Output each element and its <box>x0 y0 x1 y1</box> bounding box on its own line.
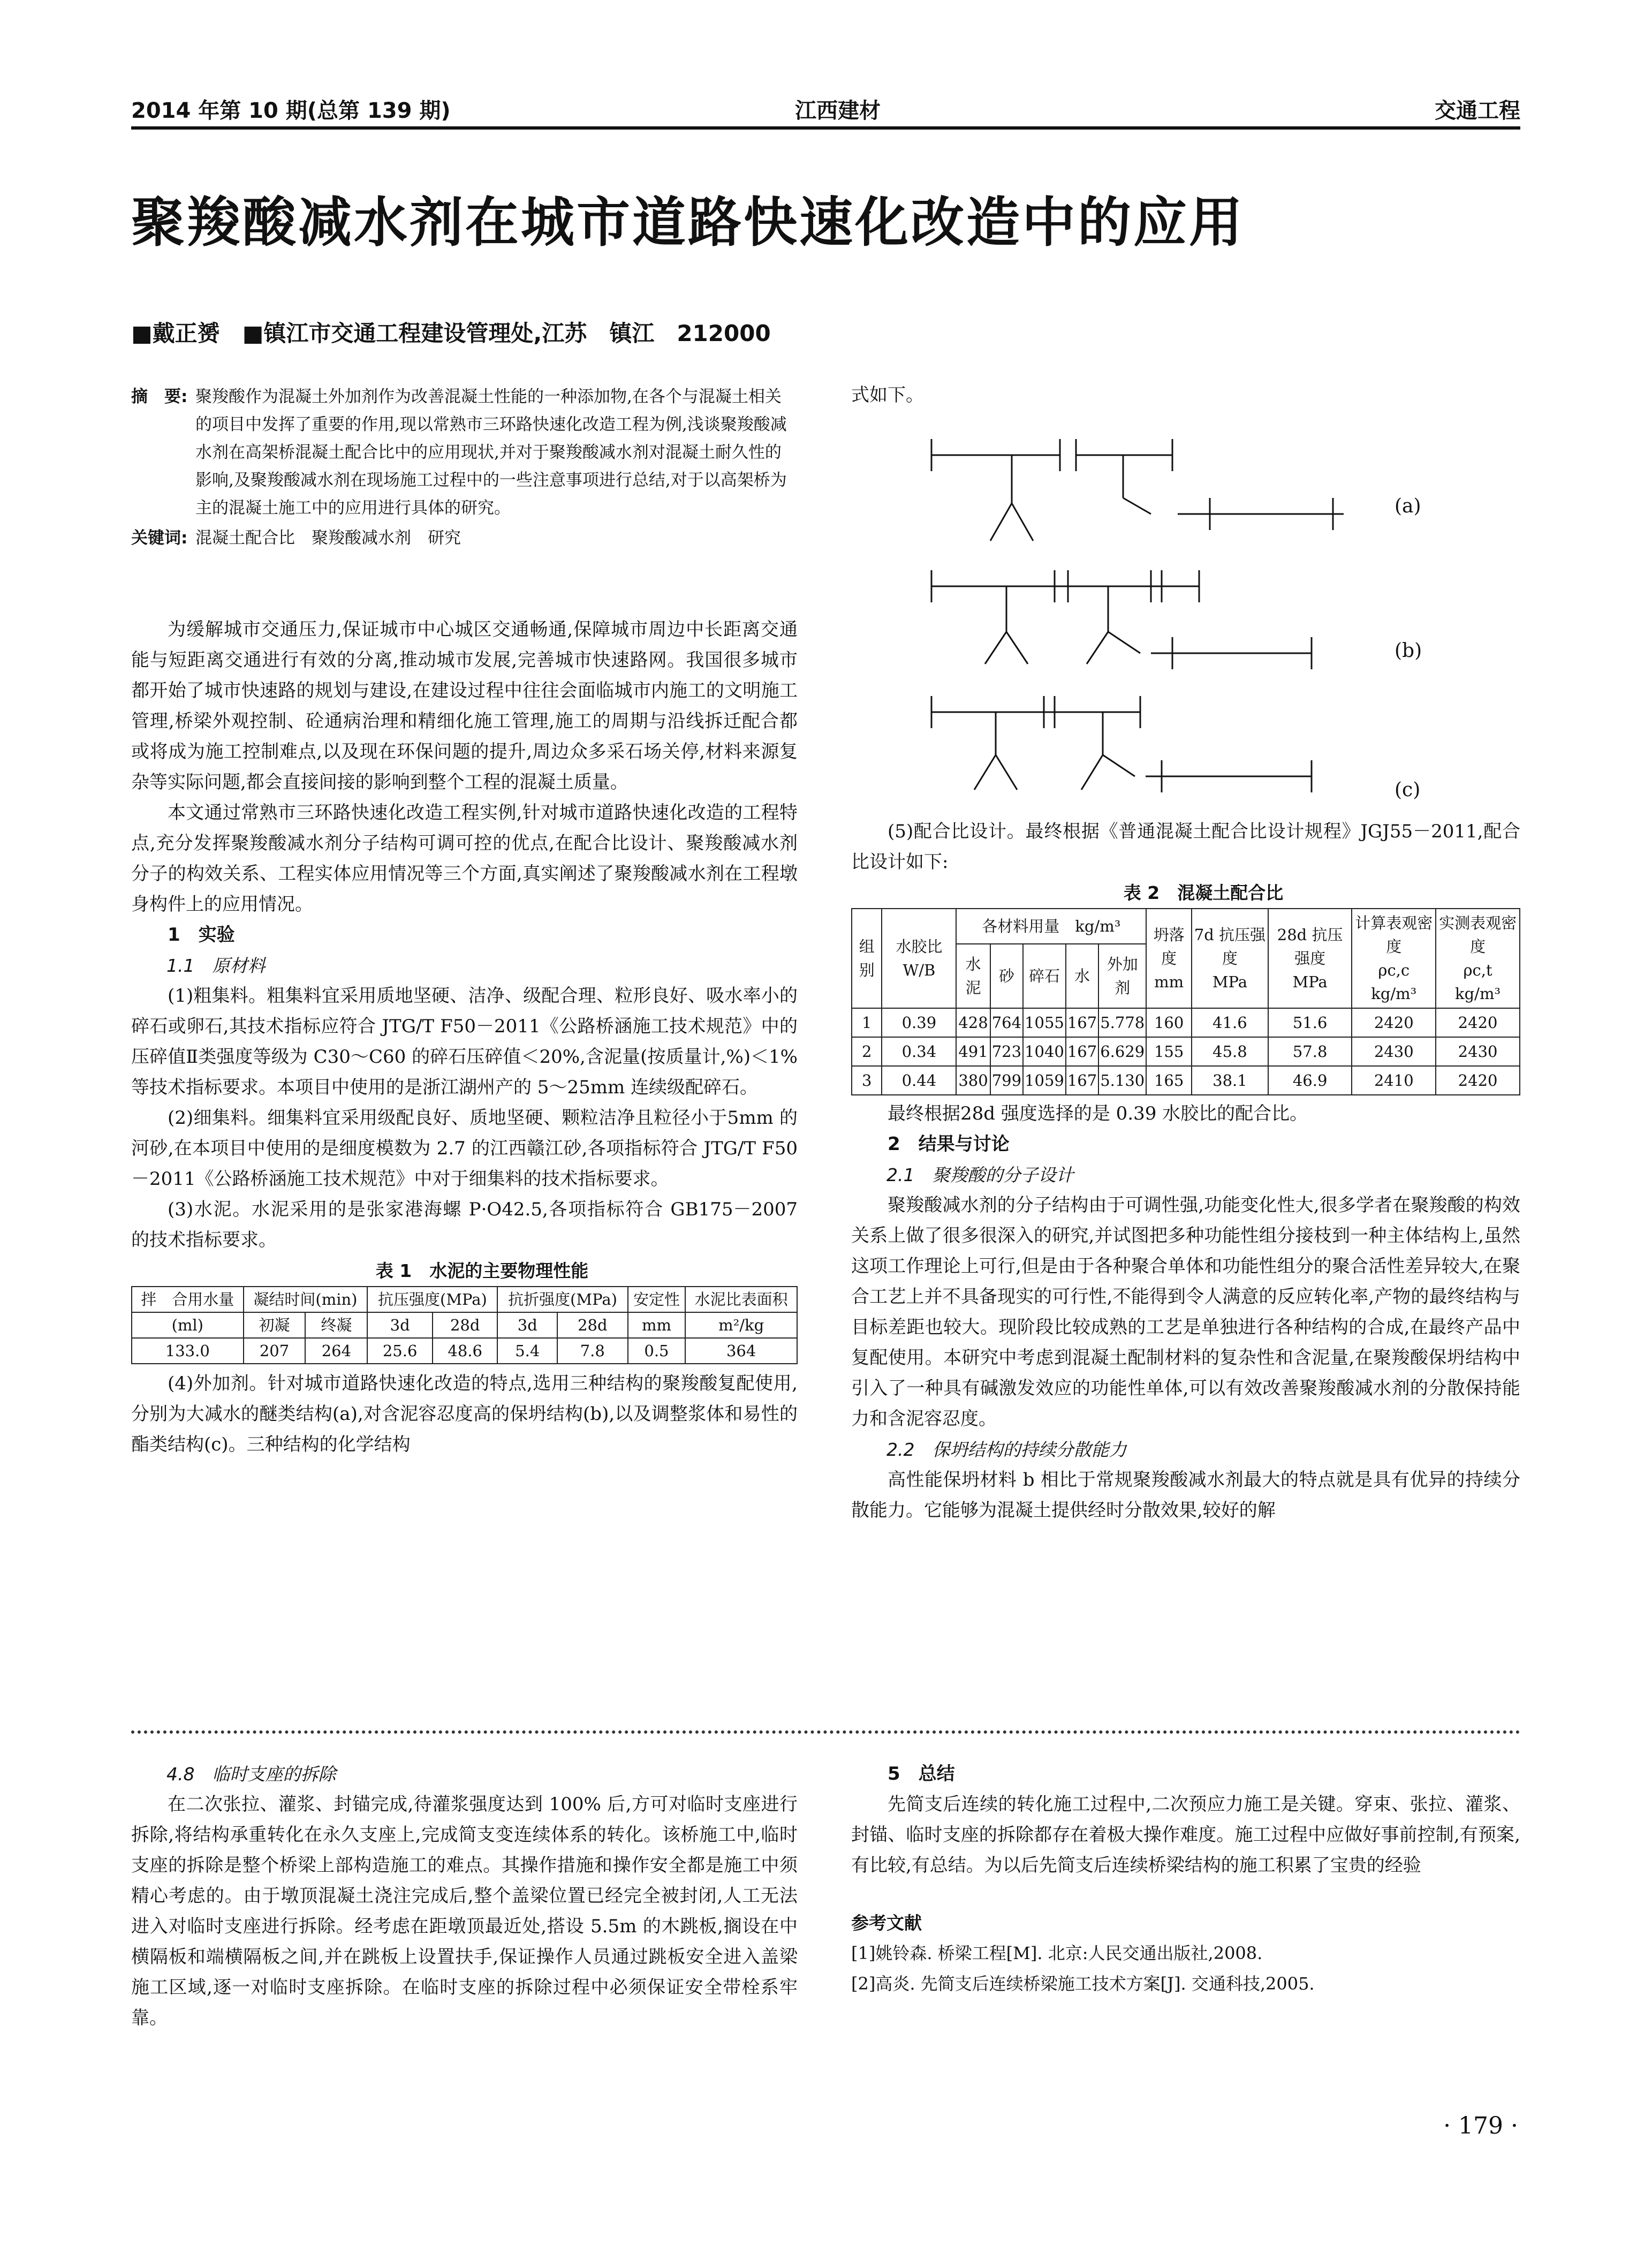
t1-u-stab: mm <box>628 1312 686 1338</box>
t2-h-meas-label: 实测表观密度 <box>1439 914 1517 956</box>
chemical-structures-diagram <box>851 407 1520 814</box>
table-cell: 1040 <box>1023 1037 1066 1066</box>
table-cell: 764 <box>990 1008 1023 1037</box>
references-title: 参考文献 <box>851 1912 922 1933</box>
table-row <box>852 1066 1520 1095</box>
abstract-label: 摘 要: <box>131 387 188 406</box>
t1-u-c3: 3d <box>367 1312 433 1338</box>
mix-selection-paragraph: 最终根据28d 强度选择的是 0.39 水胶比的配合比。 <box>888 1103 1308 1124</box>
section-heading-1-1: 1.1 原材料 <box>166 955 266 976</box>
section-divider <box>131 1730 1520 1734</box>
t2-h-7d-label: 7d 抗压强度 <box>1194 926 1266 967</box>
structure-label-c: (c) <box>1395 779 1421 801</box>
t2-h-water: 水 <box>1066 944 1098 1008</box>
table-cell: 167 <box>1066 1066 1098 1095</box>
table-cell: 57.8 <box>1268 1037 1352 1066</box>
intro-paragraph-2: 本文通过常熟市三环路快速化改造工程实例,针对城市道路快速化改造的工程特点,充分发挥聚羧酸减水剂分子结构可调可控的优点,在配合比设计、聚羧酸减水剂分子的构效关系、工程实体应用情况等三个方面,真实阐述了聚羧酸减水剂在工程墩身构件上的应用情况。 <box>131 802 798 915</box>
table-cell: 133.0 <box>132 1338 244 1364</box>
table-cell: 207 <box>244 1338 306 1364</box>
t2-h-cement: 水泥 <box>956 944 990 1008</box>
structure-c <box>931 696 1312 792</box>
t1-u-final: 终凝 <box>305 1312 367 1338</box>
t2-h-meas-unit: kg/m³ <box>1455 985 1501 1003</box>
structure-label-a: (a) <box>1395 495 1421 517</box>
intro-paragraph-1: 为缓解城市交通压力,保证城市中心城区交通畅通,保障城市周边中长距离交通能与短距离交通进行有效的分离,推动城市发展,完善城市快速路网。我国很多城市都开始了城市快速路的规划与建设,在建设过程中往往会面临城市内施工的文明施工管理,桥梁外观控制、砼通病治理和精细化施工管理,施工的周期与沿线拆迁配合都或将成为施工控制难点,以及现在环保问题的提升,周边众多采石场关停,材料来源复杂等实际问题,都会直接间接的影响到整个工程的混凝土质量。 <box>131 619 798 793</box>
t2-h-slump-unit: mm <box>1154 973 1184 991</box>
table-cell: 25.6 <box>367 1338 433 1364</box>
t2-h-28d <box>1268 909 1352 1008</box>
header-rule <box>131 126 1520 130</box>
conclusion-paragraph: 先简支后连续的转化施工过程中,二次预应力施工是关键。穿束、张拉、灌浆、封锚、临时支座的拆除都存在着极大操作难度。施工过程中应做好事前控制,有预案,有比较,有总结。为以后先简支后连续桥梁结构的施工积累了宝贵的经验 <box>851 1794 1520 1876</box>
admixture-paragraph: (4)外加剂。针对城市道路快速化改造的特点,选用三种结构的聚羧酸复配使用,分别为大减水的醚类结构(a),对含泥容忍度高的保坍结构(b),以及调整浆体和易性的酯类结构(c)。三种结构的化学结构 <box>131 1373 798 1455</box>
fine-aggregate-paragraph: (2)细集料。细集料宜采用级配良好、质地坚硬、颗粒洁净且粒径小于5mm 的河砂,在本项目中使用的是细度模数为 2.7 的江西赣江砂,各项指标符合 JTG/T F50－2011《公路桥涵施工技术规范》中对于细集料的技术指标要求。 <box>131 1107 798 1190</box>
header-section: 交通工程 <box>1435 99 1520 123</box>
section-heading-2-1: 2.1 聚羧酸的分子设计 <box>886 1165 1074 1185</box>
t1-h-comp: 抗压强度(MPa) <box>367 1287 497 1312</box>
slump-retention-paragraph: 高性能保坍材料 b 相比于常规聚羧酸减水剂最大的特点就是具有优异的持续分散能力。它能够为混凝土提供经时分散效果,较好的解 <box>851 1469 1520 1521</box>
table-cell: 5.130 <box>1098 1066 1146 1095</box>
molecular-design-paragraph: 聚羧酸减水剂的分子结构由于可调性强,功能变化性大,很多学者在聚羧酸的构效关系上做了很多很深入的研究,并试图把多种功能性组分接枝到一种主体结构上,虽然这项工作理论上可行,但是由于各种聚合单体和功能性组分的聚合活性差异较大,在聚合工艺上并不具备现实的可行性,不能得到令人满意的反应转化率,产物的最终结构与目标差距也较大。现阶段比较成熟的工艺是单独进行各种结构的合成,在最终产品中复配使用。本研究中考虑到混凝土配制材料的复杂性和含泥量,在聚羧酸保坍结构中引入了一种具有碱激发效应的功能性单体,可以有效改善聚羧酸减水剂的分散保持能力和含泥容忍度。 <box>851 1194 1520 1430</box>
references <box>851 1908 1520 1999</box>
t2-h-wb: 水胶比 W/B <box>882 909 956 1008</box>
abstract-block <box>131 383 798 552</box>
t1-u-f28: 28d <box>557 1312 628 1338</box>
table-cell: 264 <box>305 1338 367 1364</box>
structure-label-b: (b) <box>1395 640 1422 662</box>
left-column <box>131 615 798 1460</box>
table-cell: 1059 <box>1023 1066 1066 1095</box>
t1-h-area: 水泥比表面积 <box>685 1287 797 1312</box>
t2-h-meas-density <box>1436 909 1520 1008</box>
table-cell: 799 <box>990 1066 1023 1095</box>
table-cell: 2420 <box>1436 1008 1520 1037</box>
reference-item: [1]姚铃森. 桥梁工程[M]. 北京:人民交通出版社,2008. <box>851 1943 1263 1963</box>
t2-h-calc-unit: kg/m³ <box>1371 985 1417 1003</box>
t2-h-calc-symbol: ρc,c <box>1378 961 1410 979</box>
table-cell: 48.6 <box>433 1338 498 1364</box>
t1-u-f3: 3d <box>497 1312 557 1338</box>
formula-intro: 式如下。 <box>851 384 924 406</box>
table-cell: 165 <box>1146 1066 1192 1095</box>
table-cell: 167 <box>1066 1037 1098 1066</box>
t1-h-set: 凝结时间(min) <box>244 1287 368 1312</box>
table-cell: 7.8 <box>557 1338 628 1364</box>
table-cell: 2420 <box>1352 1008 1436 1037</box>
author-line: ■戴正赟 ■镇江市交通工程建设管理处,江苏 镇江 212000 <box>131 320 771 346</box>
bottom-left-column <box>131 1759 798 2033</box>
table-cell: 2420 <box>1436 1066 1520 1095</box>
table-cell: 160 <box>1146 1008 1192 1037</box>
keywords-text: 混凝土配合比 聚羧酸减水剂 研究 <box>195 528 461 548</box>
t1-h-water: 拌 合用水量 <box>132 1287 244 1312</box>
table-cell: 6.629 <box>1098 1037 1146 1066</box>
right-column-top <box>851 380 1520 411</box>
table-cell: 380 <box>956 1066 990 1095</box>
coarse-aggregate-paragraph: (1)粗集料。粗集料宜采用质地坚硬、洁净、级配合理、粒形良好、吸水率小的碎石或卵石,其技术指标应符合 JTG/T F50－2011《公路桥涵施工技术规范》中的压碎值Ⅱ类强度等级为 C30～C60 的碎石压碎值＜20%,含泥量(按质量计,%)＜1% 等技术指标要求。本项目中使用的是浙江湖州产的 5～25mm 连续级配碎石。 <box>131 985 798 1098</box>
table1-cement-properties <box>131 1286 798 1364</box>
table-cell: 2430 <box>1352 1037 1436 1066</box>
support-removal-paragraph: 在二次张拉、灌浆、封锚完成,待灌浆强度达到 100% 后,方可对临时支座进行拆除,将结构承重转化在永久支座上,完成简支变连续体系的转化。该桥施工中,临时支座的拆除是整个桥梁上部构造施工的难点。其操作措施和操作安全都是施工中须精心考虑的。由于墩顶混凝土浇注完成后,整个盖梁位置已经完全被封闭,人工无法进入对临时支座进行拆除。经考虑在距墩顶最近处,搭设 5.5m 的木跳板,搁设在中横隔板和端横隔板之间,并在跳板上设置扶手,保证操作人员通过跳板安全进入盖梁施工区域,逐一对临时支座拆除。在临时支座的拆除过程中必须保证安全带栓系牢靠。 <box>131 1794 798 2029</box>
section-heading-2-2: 2.2 保坍结构的持续分散能力 <box>886 1439 1127 1460</box>
t1-u-water: (ml) <box>132 1312 244 1338</box>
table-cell: 2410 <box>1352 1066 1436 1095</box>
table-cell: 491 <box>956 1037 990 1066</box>
section-heading-5: 5 总结 <box>888 1763 955 1785</box>
section-heading-4-8: 4.8 临时支座的拆除 <box>166 1764 336 1785</box>
bottom-right-column <box>851 1759 1520 1999</box>
section-heading-1: 1 实验 <box>168 924 235 946</box>
page-number: · 179 · <box>1443 2112 1518 2139</box>
reference-item: [2]高炎. 先简支后连续桥梁施工技术方案[J]. 交通科技,2005. <box>851 1974 1315 1994</box>
header-issue: 2014 年第 10 期(总第 139 期) <box>131 99 451 123</box>
section-heading-2: 2 结果与讨论 <box>888 1133 1010 1155</box>
table2-body <box>852 1008 1520 1095</box>
mix-design-paragraph: (5)配合比设计。最终根据《普通混凝土配合比设计规程》JGJ55－2011,配合比设计如下: <box>851 821 1520 873</box>
t2-h-slump-label: 坍落度 <box>1153 926 1185 967</box>
t2-h-28d-unit: MPa <box>1292 973 1328 991</box>
article-title: 聚羧酸减水剂在城市道路快速化改造中的应用 <box>131 191 1245 254</box>
table1-caption: 表 1 水泥的主要物理性能 <box>375 1260 589 1281</box>
t2-h-meas-symbol: ρc,t <box>1463 961 1492 979</box>
table-cell: 0.39 <box>882 1008 956 1037</box>
t1-h-stab: 安定性 <box>628 1287 686 1312</box>
table-cell: 167 <box>1066 1008 1098 1037</box>
structure-a <box>931 439 1344 541</box>
table-cell: 364 <box>685 1338 797 1364</box>
table-cell: 155 <box>1146 1037 1192 1066</box>
table-cell: 5.778 <box>1098 1008 1146 1037</box>
table-row <box>852 1037 1520 1066</box>
abstract-text: 聚羧酸作为混凝土外加剂作为改善混凝土性能的一种添加物,在各个与混凝土相关的项目中发挥了重要的作用,现以常熟市三环路快速化改造工程为例,浅谈聚羧酸减水剂在高架桥混凝土配合比中的应用现状,并对于聚羧酸减水剂对混凝土耐久性的影响,及聚羧酸减水剂在现场施工过程中的一些注意事项进行总结,对于以高架桥为主的混凝土施工中的应用进行具体的研究。 <box>195 387 787 518</box>
structure-b <box>931 570 1312 669</box>
table-cell: 3 <box>852 1066 882 1095</box>
cement-paragraph: (3)水泥。水泥采用的是张家港海螺 P·O42.5,各项指标符合 GB175－2007 的技术指标要求。 <box>131 1199 798 1251</box>
t2-h-calc-label: 计算表观密度 <box>1355 914 1433 956</box>
table-cell: 2430 <box>1436 1037 1520 1066</box>
table2-caption: 表 2 混凝土配合比 <box>1123 882 1284 903</box>
t1-u-c28: 28d <box>433 1312 498 1338</box>
t2-h-admixture: 外加剂 <box>1098 944 1146 1008</box>
t2-h-slump <box>1146 909 1192 1008</box>
t2-h-materials: 各材料用量 kg/m³ <box>956 909 1146 944</box>
table-cell: 46.9 <box>1268 1066 1352 1095</box>
header-journal: 江西建材 <box>795 99 881 123</box>
t2-h-group: 组别 <box>852 909 882 1008</box>
table-cell: 38.1 <box>1192 1066 1268 1095</box>
table-cell: 1 <box>852 1008 882 1037</box>
t2-h-stone: 碎石 <box>1023 944 1066 1008</box>
table-cell: 1055 <box>1023 1008 1066 1037</box>
table-cell: 428 <box>956 1008 990 1037</box>
right-column <box>851 816 1520 1526</box>
table-row <box>852 1008 1520 1037</box>
table-cell: 2 <box>852 1037 882 1066</box>
table-cell: 5.4 <box>497 1338 557 1364</box>
t1-u-area: m²/kg <box>685 1312 797 1338</box>
t2-h-7d <box>1192 909 1268 1008</box>
t2-h-sand: 砂 <box>990 944 1023 1008</box>
keywords-label: 关键词: <box>131 528 188 548</box>
t2-h-28d-label: 28d 抗压强度 <box>1277 926 1343 967</box>
table-cell: 51.6 <box>1268 1008 1352 1037</box>
table-cell: 41.6 <box>1192 1008 1268 1037</box>
table2-mix-proportions <box>851 908 1520 1095</box>
t1-h-flex: 抗折强度(MPa) <box>497 1287 627 1312</box>
table-cell: 45.8 <box>1192 1037 1268 1066</box>
t2-h-7d-unit: MPa <box>1212 973 1248 991</box>
table-cell: 723 <box>990 1037 1023 1066</box>
table-cell: 0.44 <box>882 1066 956 1095</box>
table-cell: 0.5 <box>628 1338 686 1364</box>
t2-h-calc-density <box>1352 909 1436 1008</box>
t1-u-init: 初凝 <box>244 1312 306 1338</box>
table-cell: 0.34 <box>882 1037 956 1066</box>
